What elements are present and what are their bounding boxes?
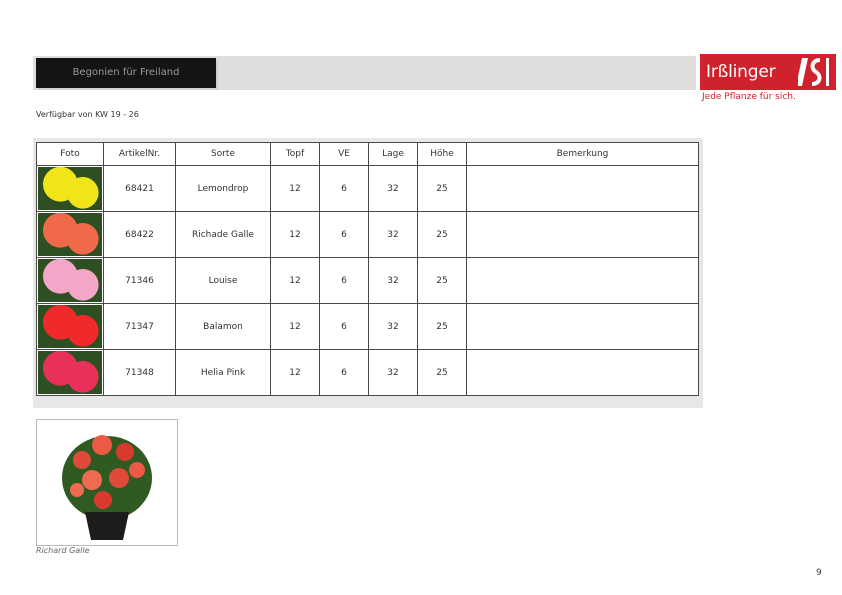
cell-artikelnr: 71348 [104, 350, 176, 396]
table-row [37, 258, 699, 304]
cell-sorte: Louise [176, 258, 271, 304]
photo-caption: Richard Galle [36, 546, 90, 555]
cell-artikelnr: 68421 [104, 166, 176, 212]
table-header-row [37, 143, 699, 166]
flower-thumbnail [38, 305, 102, 348]
table-row [37, 166, 699, 212]
row-photo [37, 212, 104, 258]
cell-ve: 6 [320, 350, 369, 396]
cell-topf: 12 [271, 350, 320, 396]
logo-box [700, 54, 836, 90]
cell-bemerkung [467, 258, 699, 304]
cell-artikelnr: 71346 [104, 258, 176, 304]
table-row [37, 304, 699, 350]
cell-bemerkung [467, 212, 699, 258]
plant-photo-image [37, 420, 177, 545]
cell-lage: 32 [369, 350, 418, 396]
availability-note: Verfügbar von KW 19 - 26 [36, 110, 139, 119]
cell-lage: 32 [369, 166, 418, 212]
table-row [37, 212, 699, 258]
table-row [37, 350, 699, 396]
col-header-lage: Lage [369, 143, 418, 166]
cell-bemerkung [467, 166, 699, 212]
plant-photo [36, 419, 178, 546]
cell-sorte: Richade Galle [176, 212, 271, 258]
cell-hoehe: 25 [418, 166, 467, 212]
col-header-hoehe: Höhe [418, 143, 467, 166]
flower-thumbnail [38, 259, 102, 302]
cell-ve: 6 [320, 258, 369, 304]
table-body [37, 166, 699, 396]
cell-topf: 12 [271, 166, 320, 212]
col-header-sorte: Sorte [176, 143, 271, 166]
page-number: 9 [816, 568, 822, 578]
cell-hoehe: 25 [418, 258, 467, 304]
flower-thumbnail [38, 351, 102, 394]
cell-topf: 12 [271, 258, 320, 304]
cell-ve: 6 [320, 212, 369, 258]
row-photo [37, 304, 104, 350]
cell-lage: 32 [369, 304, 418, 350]
cell-hoehe: 25 [418, 304, 467, 350]
product-table [36, 142, 699, 396]
cell-artikelnr: 68422 [104, 212, 176, 258]
cell-bemerkung [467, 350, 699, 396]
cell-lage: 32 [369, 258, 418, 304]
logo-mark-icon [798, 56, 832, 88]
cell-artikelnr: 71347 [104, 304, 176, 350]
row-photo [37, 350, 104, 396]
flower-thumbnail [38, 213, 102, 256]
cell-sorte: Balamon [176, 304, 271, 350]
cell-ve: 6 [320, 166, 369, 212]
cell-topf: 12 [271, 212, 320, 258]
cell-bemerkung [467, 304, 699, 350]
col-header-bemerkung: Bemerkung [467, 143, 699, 166]
cell-hoehe: 25 [418, 212, 467, 258]
row-photo [37, 166, 104, 212]
cell-topf: 12 [271, 304, 320, 350]
page-title: Begonien für Freiland [36, 58, 216, 88]
brand-logo [700, 54, 836, 104]
cell-lage: 32 [369, 212, 418, 258]
col-header-foto: Foto [37, 143, 104, 166]
flower-thumbnail [38, 167, 102, 210]
col-header-ve: VE [320, 143, 369, 166]
cell-hoehe: 25 [418, 350, 467, 396]
row-photo [37, 258, 104, 304]
col-header-artikelnr: ArtikelNr. [104, 143, 176, 166]
col-header-topf: Topf [271, 143, 320, 166]
cell-ve: 6 [320, 304, 369, 350]
cell-sorte: Helia Pink [176, 350, 271, 396]
cell-sorte: Lemondrop [176, 166, 271, 212]
logo-wordmark: Irßlinger [706, 62, 776, 82]
logo-tagline: Jede Pflanze für sich. [702, 92, 796, 102]
